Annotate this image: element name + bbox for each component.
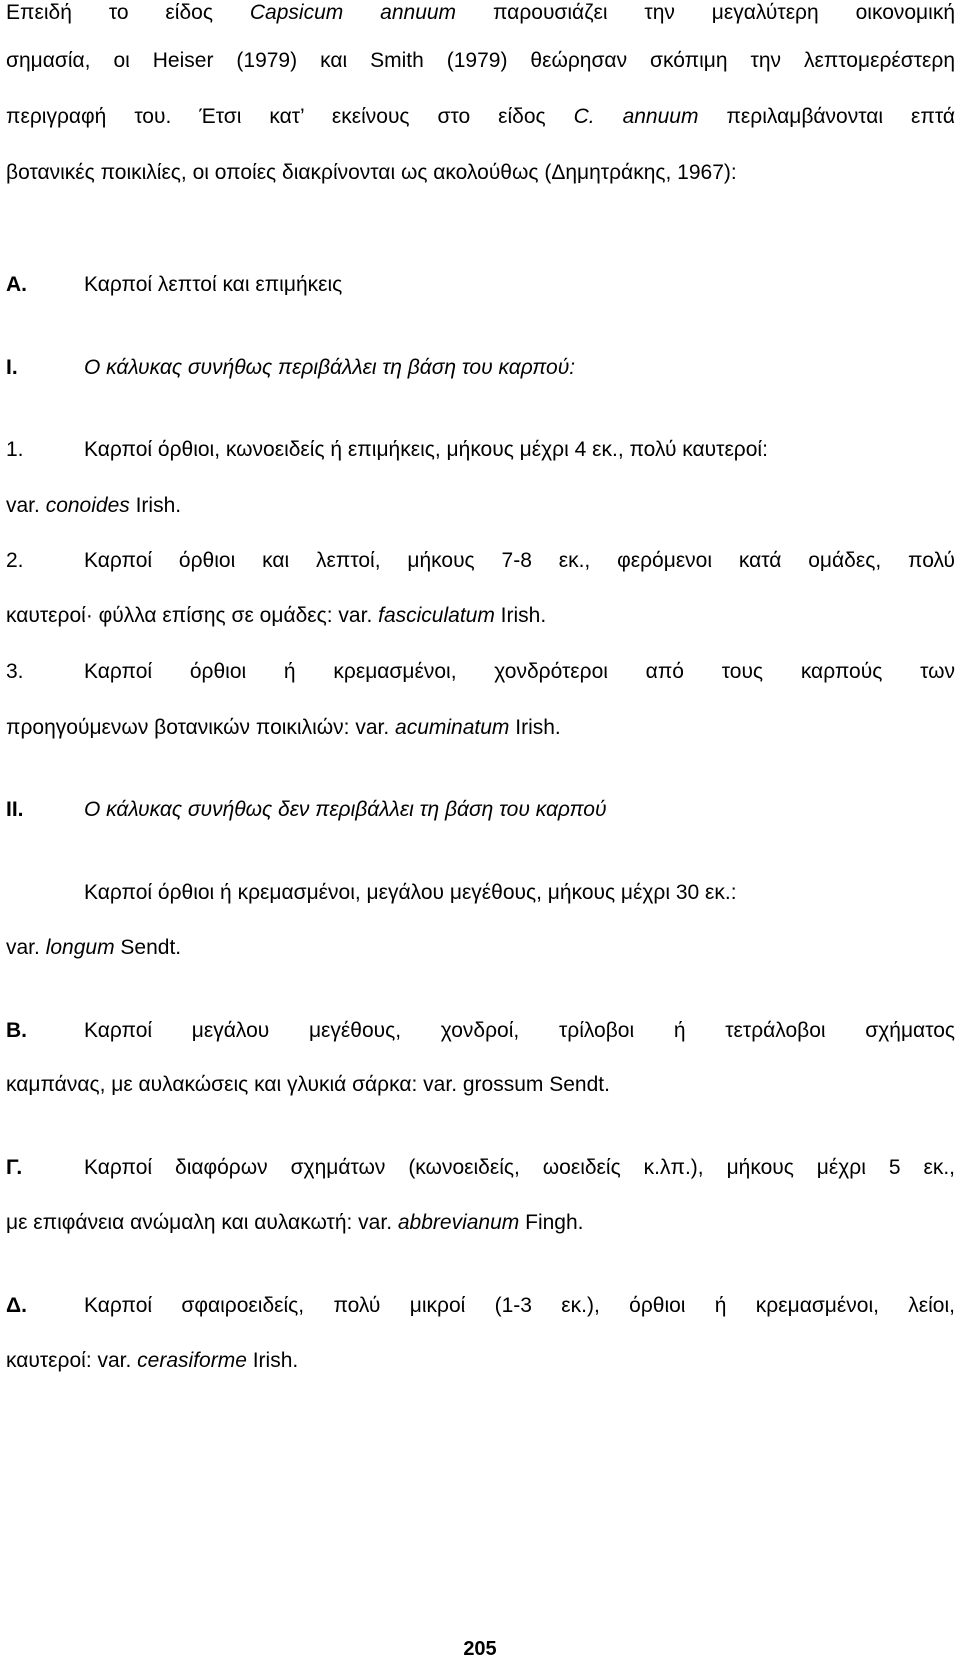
page-number: 205 bbox=[463, 1638, 497, 1660]
variety-author: Sendt. bbox=[114, 936, 182, 959]
continuation-text: καυτεροί: var. bbox=[6, 1349, 138, 1372]
section-b-text bbox=[84, 1018, 955, 1044]
section-c-continuation bbox=[6, 1210, 583, 1236]
continuation-text: προηγούμενων βοτανικών ποικιλιών: var. bbox=[6, 716, 396, 739]
item-3-text bbox=[84, 659, 955, 685]
variety-prefix: var. bbox=[6, 936, 46, 959]
variety-author: Irish. bbox=[509, 716, 561, 739]
section-d-label: Δ. bbox=[6, 1294, 27, 1317]
section-c-text bbox=[84, 1155, 955, 1181]
variety-author: Irish. bbox=[494, 604, 547, 627]
variety-name: fasciculatum bbox=[378, 604, 495, 627]
section-d-text-content: Καρποί σφαιροειδείς, πολύ μικροί (1-3 εκ.), όρθιοι ή κρεμασμένοι, λείοι, bbox=[84, 1294, 955, 1317]
variety-prefix: var. bbox=[6, 494, 46, 517]
section-c-text-content: Καρποί διαφόρων σχημάτων (κωνοειδείς, ωοειδείς κ.λπ.), μήκους μέχρι 5 εκ., bbox=[84, 1156, 955, 1179]
species-name: Capsicum annuum bbox=[249, 1, 457, 24]
section-a-text: Καρποί λεπτοί και επιμήκεις bbox=[84, 273, 343, 296]
variety-name: acuminatum bbox=[395, 716, 510, 739]
section-b-label: Β. bbox=[6, 1019, 27, 1042]
intro-text: Επειδή το είδος bbox=[6, 1, 250, 24]
intro-text: παρουσιάζει την μεγαλύτερη οικονομική bbox=[456, 1, 955, 24]
section-d-text bbox=[84, 1293, 955, 1319]
variety-name: longum bbox=[45, 936, 115, 959]
item-2-label: 2. bbox=[6, 549, 24, 572]
intro-line-2 bbox=[6, 48, 955, 74]
item-3-label: 3. bbox=[6, 660, 24, 683]
item-1-label: 1. bbox=[6, 438, 24, 461]
item-2-continuation bbox=[6, 603, 546, 629]
section-d-continuation bbox=[6, 1348, 298, 1374]
item-3-continuation bbox=[6, 715, 561, 741]
subsection-ii-label: II. bbox=[6, 798, 24, 821]
intro-line-4 bbox=[6, 160, 737, 186]
item-2-text-content: Καρποί όρθιοι και λεπτοί, μήκους 7-8 εκ., φερόμενοι κατά ομάδες, πολύ bbox=[84, 549, 955, 572]
section-a-label: Α. bbox=[6, 273, 27, 296]
item-3-text-content: Καρποί όρθιοι ή κρεμασμένοι, χονδρότεροι από τους καρπούς των bbox=[84, 660, 955, 683]
item-1-variety bbox=[6, 493, 181, 519]
section-c-label: Γ. bbox=[6, 1156, 23, 1179]
intro-line-1 bbox=[6, 0, 955, 26]
intro-text: βοτανικές ποικιλίες, οι οποίες διακρίνονται ως ακολούθως (Δημητράκης, 1967): bbox=[6, 161, 737, 184]
subsection-i-text: Ο κάλυκας συνήθως περιβάλλει τη βάση του καρπού: bbox=[84, 356, 576, 379]
item-ii-text: Καρποί όρθιοι ή κρεμασμένοι, μεγάλου μεγέθους, μήκους μέχρι 30 εκ.: bbox=[84, 881, 737, 904]
intro-line-3 bbox=[6, 104, 955, 130]
section-b-continuation: καμπάνας, με αυλακώσεις και γλυκιά σάρκα: var. grossum Sendt. bbox=[6, 1073, 610, 1096]
intro-text: περιλαμβάνονται επτά bbox=[698, 105, 955, 128]
continuation-text: με επιφάνεια ανώμαλη και αυλακωτή: var. bbox=[6, 1211, 398, 1234]
continuation-text: καυτεροί· φύλλα επίσης σε ομάδες: var. bbox=[6, 604, 379, 627]
variety-name: cerasiforme bbox=[137, 1349, 247, 1372]
variety-author: Irish. bbox=[246, 1349, 299, 1372]
variety-author: Irish. bbox=[129, 494, 182, 517]
variety-name: conoides bbox=[45, 494, 130, 517]
item-2-text bbox=[84, 548, 955, 574]
intro-text: σημασία, οι Heiser (1979) και Smith (1979) θεώρησαν σκόπιμη την λεπτομερέστερη bbox=[6, 49, 955, 72]
variety-author: Fingh. bbox=[519, 1211, 584, 1234]
subsection-i-label: I. bbox=[6, 356, 18, 379]
species-name: C. annuum bbox=[573, 105, 699, 128]
subsection-ii-text: Ο κάλυκας συνήθως δεν περιβάλλει τη βάση του καρπού bbox=[84, 798, 607, 821]
section-b-text-content: Καρποί μεγάλου μεγέθους, χονδροί, τρίλοβοι ή τετράλοβοι σχήματος bbox=[84, 1019, 955, 1042]
intro-text: περιγραφή του. Έτσι κατ’ εκείνους στο είδος bbox=[6, 105, 574, 128]
item-1-text: Καρποί όρθιοι, κωνοειδείς ή επιμήκεις, μήκους μέχρι 4 εκ., πολύ καυτεροί: bbox=[84, 438, 768, 461]
variety-name: abbrevianum bbox=[397, 1211, 520, 1234]
item-ii-variety bbox=[6, 935, 181, 961]
